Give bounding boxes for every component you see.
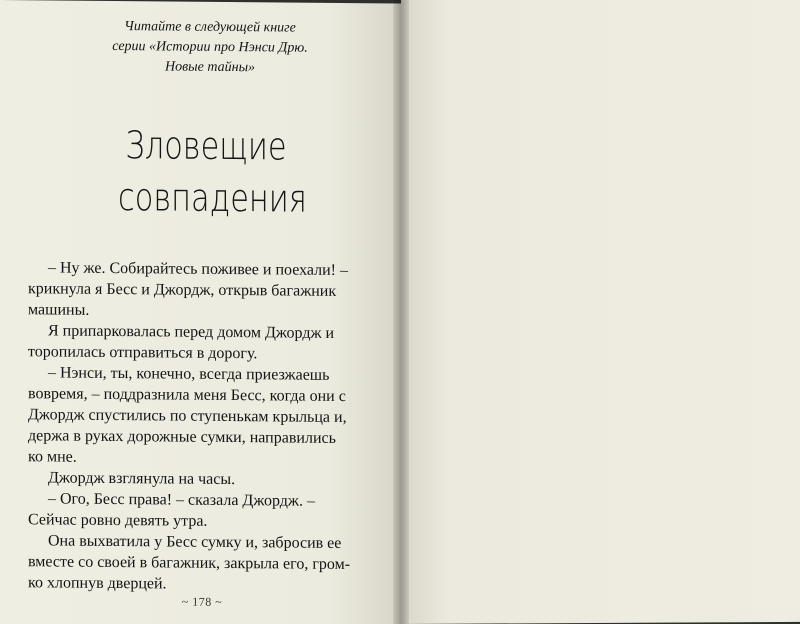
text-line: Джордж спустились по ступенькам крыльца и, xyxy=(28,406,347,427)
text-line: торопилась отправиться в дорогу. xyxy=(28,343,258,363)
text-line: ко мне. xyxy=(28,448,77,466)
text-line: держа в руках дорожные сумки, направились xyxy=(28,427,336,447)
text-line: вместе со своей в багажник, закрыла его, гром- xyxy=(28,553,351,574)
text-line: Я припарковалась перед домом Джордж и xyxy=(48,322,335,342)
left-page-text xyxy=(28,257,356,596)
text-line: Джордж взглянула на часы. xyxy=(48,469,236,489)
text-line: – Ого, Бесс права! – сказала Джордж. – xyxy=(48,490,315,510)
preview-line: Читайте в следующей книге xyxy=(124,19,296,36)
text-line: крикнула я Бесс и Джордж, открыв багажник xyxy=(28,280,337,300)
chapter-title-line: совпадения xyxy=(118,175,307,222)
preview-line: серии «Истории про Нэнси Дрю. xyxy=(112,38,308,56)
text-line: машины. xyxy=(28,301,90,319)
next-book-preview xyxy=(105,17,315,79)
text-line: вовремя, – поддразнила меня Бесс, когда они с xyxy=(28,385,346,406)
right-page xyxy=(401,0,800,624)
book-gutter xyxy=(393,0,409,624)
chapter-title xyxy=(118,119,307,225)
text-line: – Ну же. Собирайтесь поживее и поехали! – xyxy=(48,259,348,280)
text-line: – Нэнси, ты, конечно, всегда приезжаешь xyxy=(48,364,330,384)
text-line: Сейчас ровно девять утра. xyxy=(28,511,208,530)
chapter-title-line: Зловещие xyxy=(125,123,287,169)
text-line: ко хлопнув дверцей. xyxy=(28,574,167,593)
text-line: Она выхватила у Бесс сумку и, забросив ее xyxy=(48,532,342,552)
left-page-number: ~ 178 ~ xyxy=(181,594,223,609)
preview-line: Новые тайны» xyxy=(164,59,256,76)
